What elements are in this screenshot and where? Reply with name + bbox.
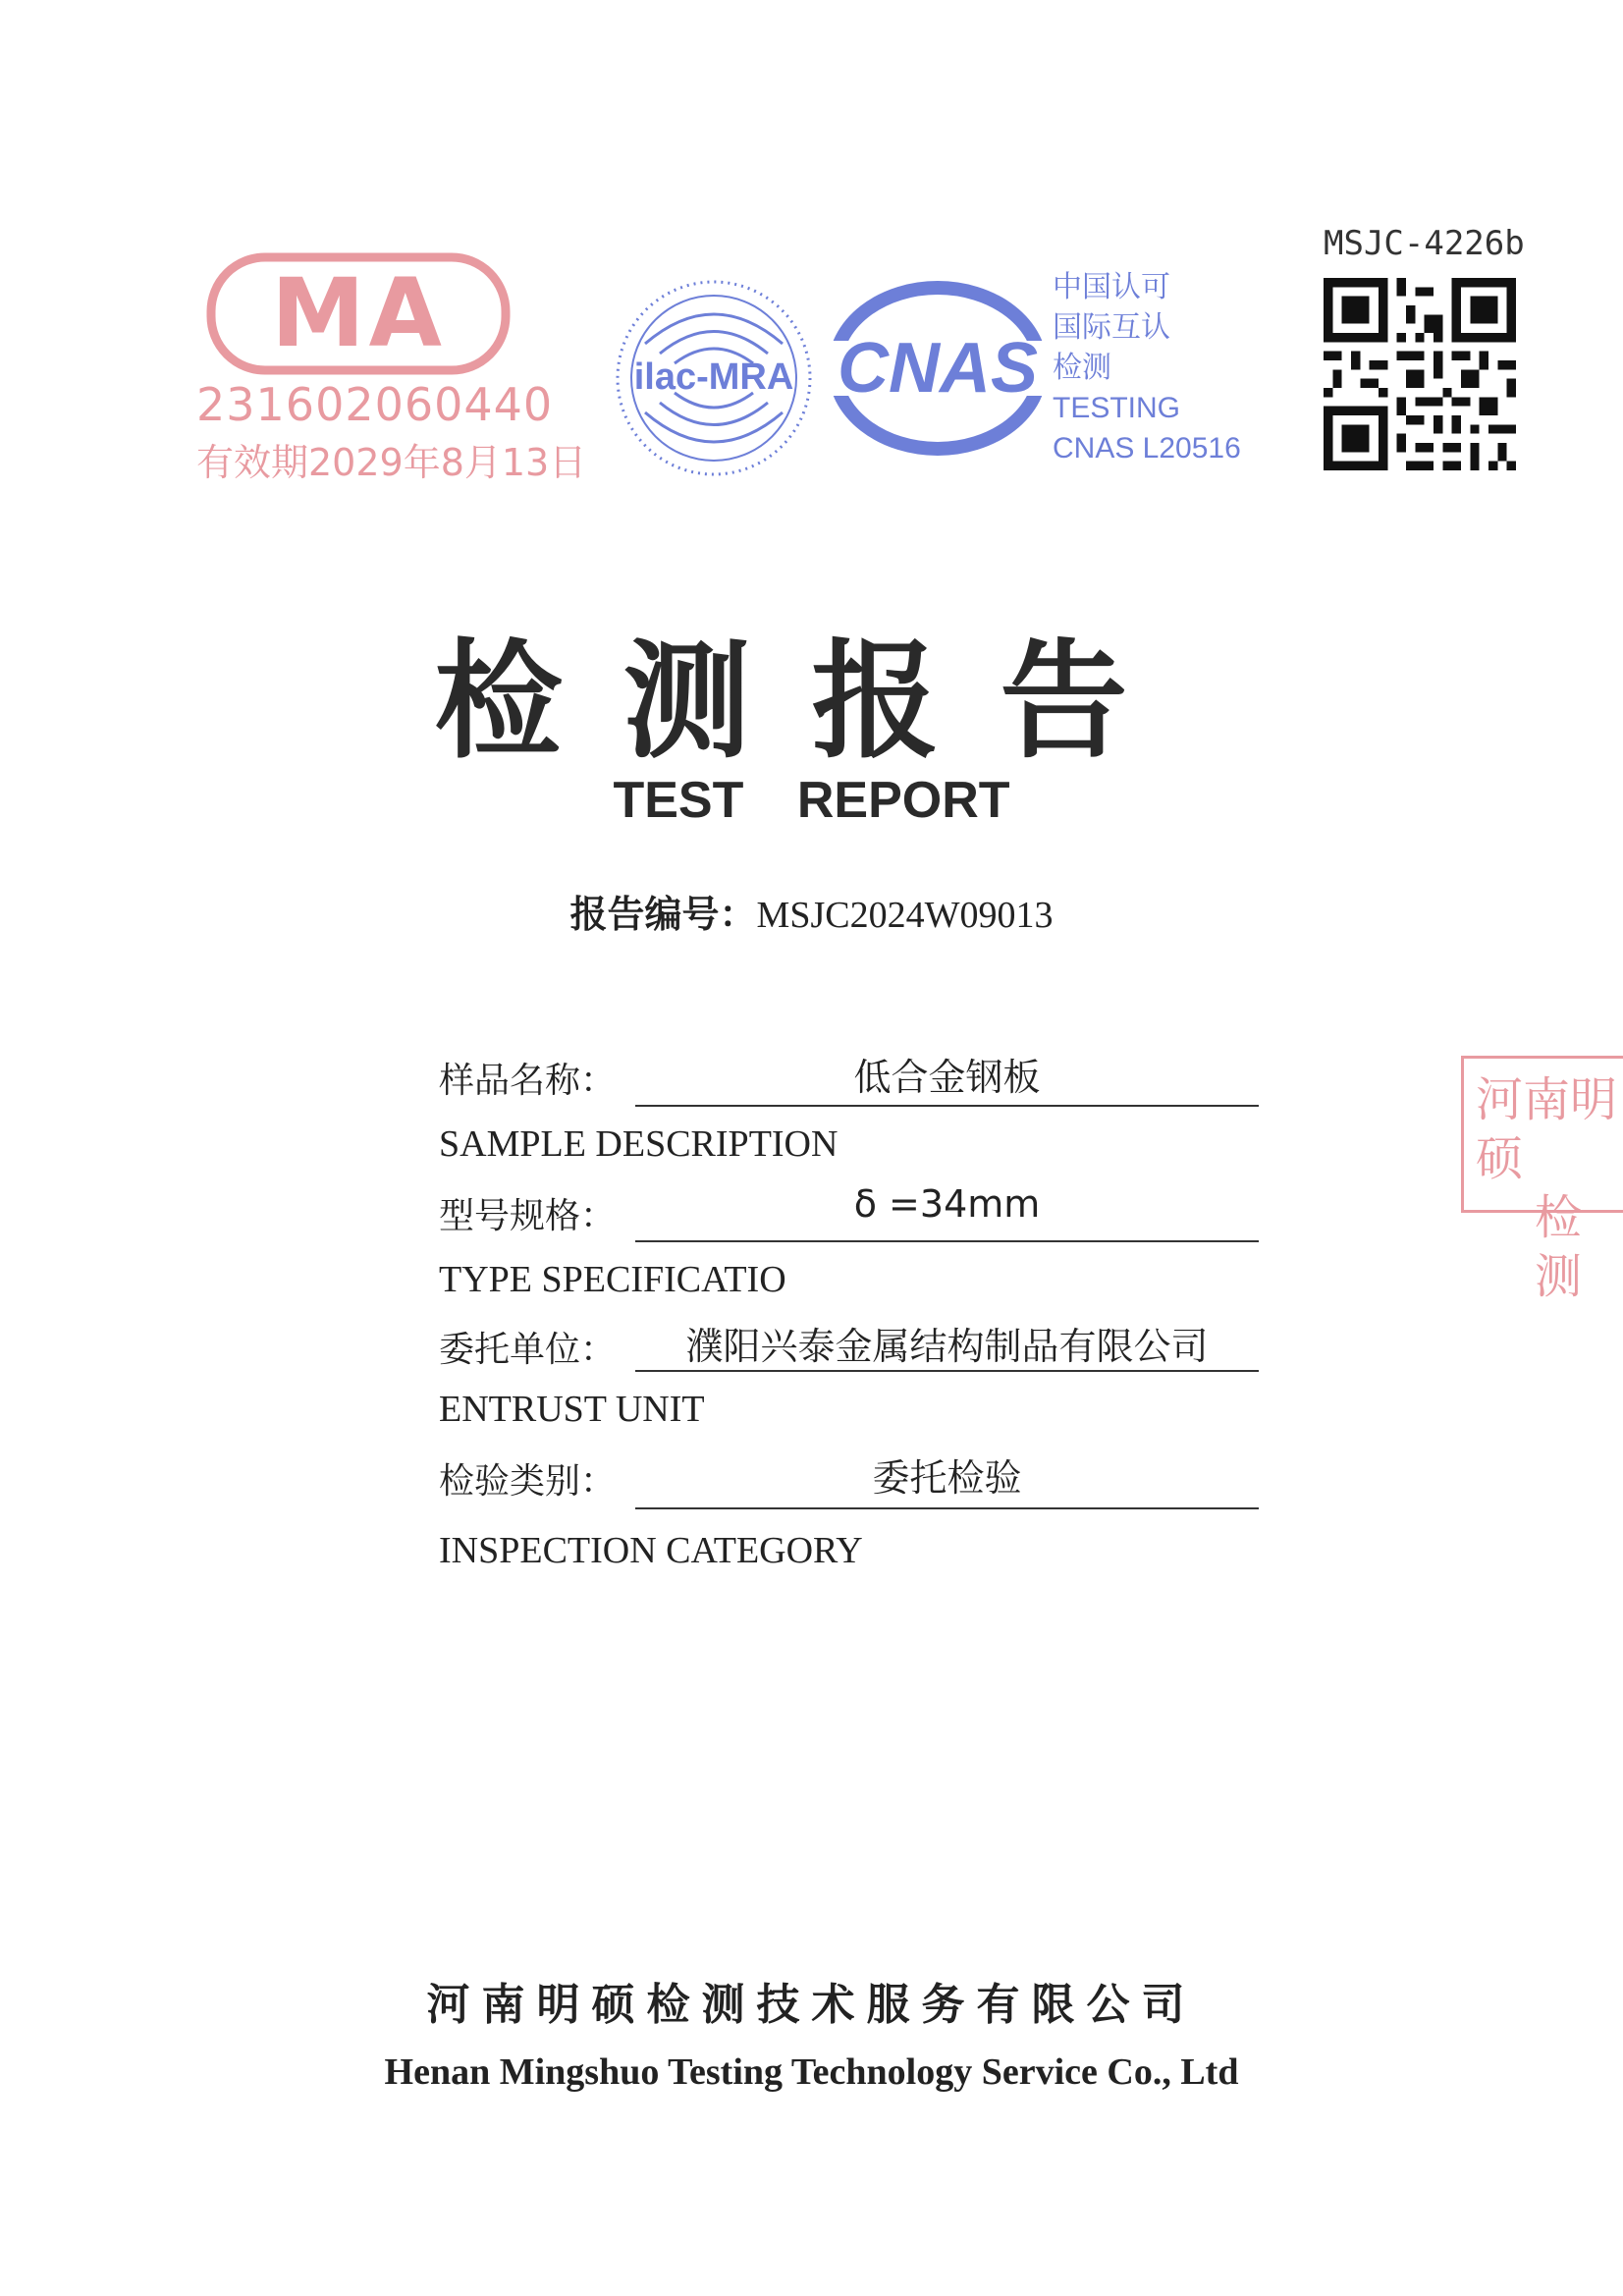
field-label-cn: 样品名称： [439,1061,617,1101]
field-value: 委托检验 [872,1456,1022,1500]
company-name-en: Henan Mingshuo Testing Technology Service Co., Ltd [384,2051,1239,2093]
field-label-en: SAMPLE DESCRIPTION [439,1123,839,1165]
seal-line: 河南明硕 [1476,1072,1618,1186]
field-label-en: TYPE SPECIFICATIO [439,1259,786,1300]
field-label-cn: 委托单位： [439,1330,617,1370]
field-value: 濮阳兴泰金属结构制品有限公司 [685,1325,1209,1368]
field-label-cn: 型号规格： [439,1196,617,1236]
ilac-mra-logo [611,275,817,481]
field-underline [635,1507,1259,1509]
ma-logo-text: MA [271,258,446,368]
cnas-caption-line: 中国认可 [1053,270,1170,304]
field-value: δ =34mm [853,1182,1041,1226]
field-label-en: INSPECTION CATEGORY [439,1530,863,1571]
cnas-caption-line: CNAS L20516 [1053,432,1241,465]
company-seal [1461,1056,1623,1304]
field-label-en: ENTRUST UNIT [439,1389,705,1430]
cnas-caption-line: TESTING [1053,392,1181,424]
ma-cert-number: 231602060440 [196,378,554,431]
field-underline [635,1240,1259,1242]
cnas-caption-line: 国际互认 [1053,310,1170,345]
document-code: MSJC-4226b [1324,224,1525,263]
ma-validity: 有效期2029年8月13日 [196,441,587,484]
field-underline [635,1105,1259,1107]
page-title-cn: 检测报告 [434,626,1189,776]
cnas-caption [1053,267,1241,468]
qr-code-icon [1324,278,1516,470]
cnas-caption-line: 检测 [1053,351,1111,385]
report-number [0,884,1623,938]
cnas-logo [820,280,1055,457]
seal-line: 检测 [1535,1190,1583,1304]
ilac-text: ilac-MRA [633,356,794,398]
report-number-label: 报告编号： [569,893,757,936]
field-value: 低合金钢板 [853,1056,1041,1099]
page-title-en: TEST REPORT [613,772,1010,829]
company-name-cn: 河南明硕检测技术服务有限公司 [426,1980,1197,2030]
field-underline [635,1370,1259,1372]
field-label-cn: 检验类别： [439,1461,617,1502]
report-number-value: MSJC2024W09013 [756,895,1054,936]
cnas-text: CNAS [837,329,1039,408]
